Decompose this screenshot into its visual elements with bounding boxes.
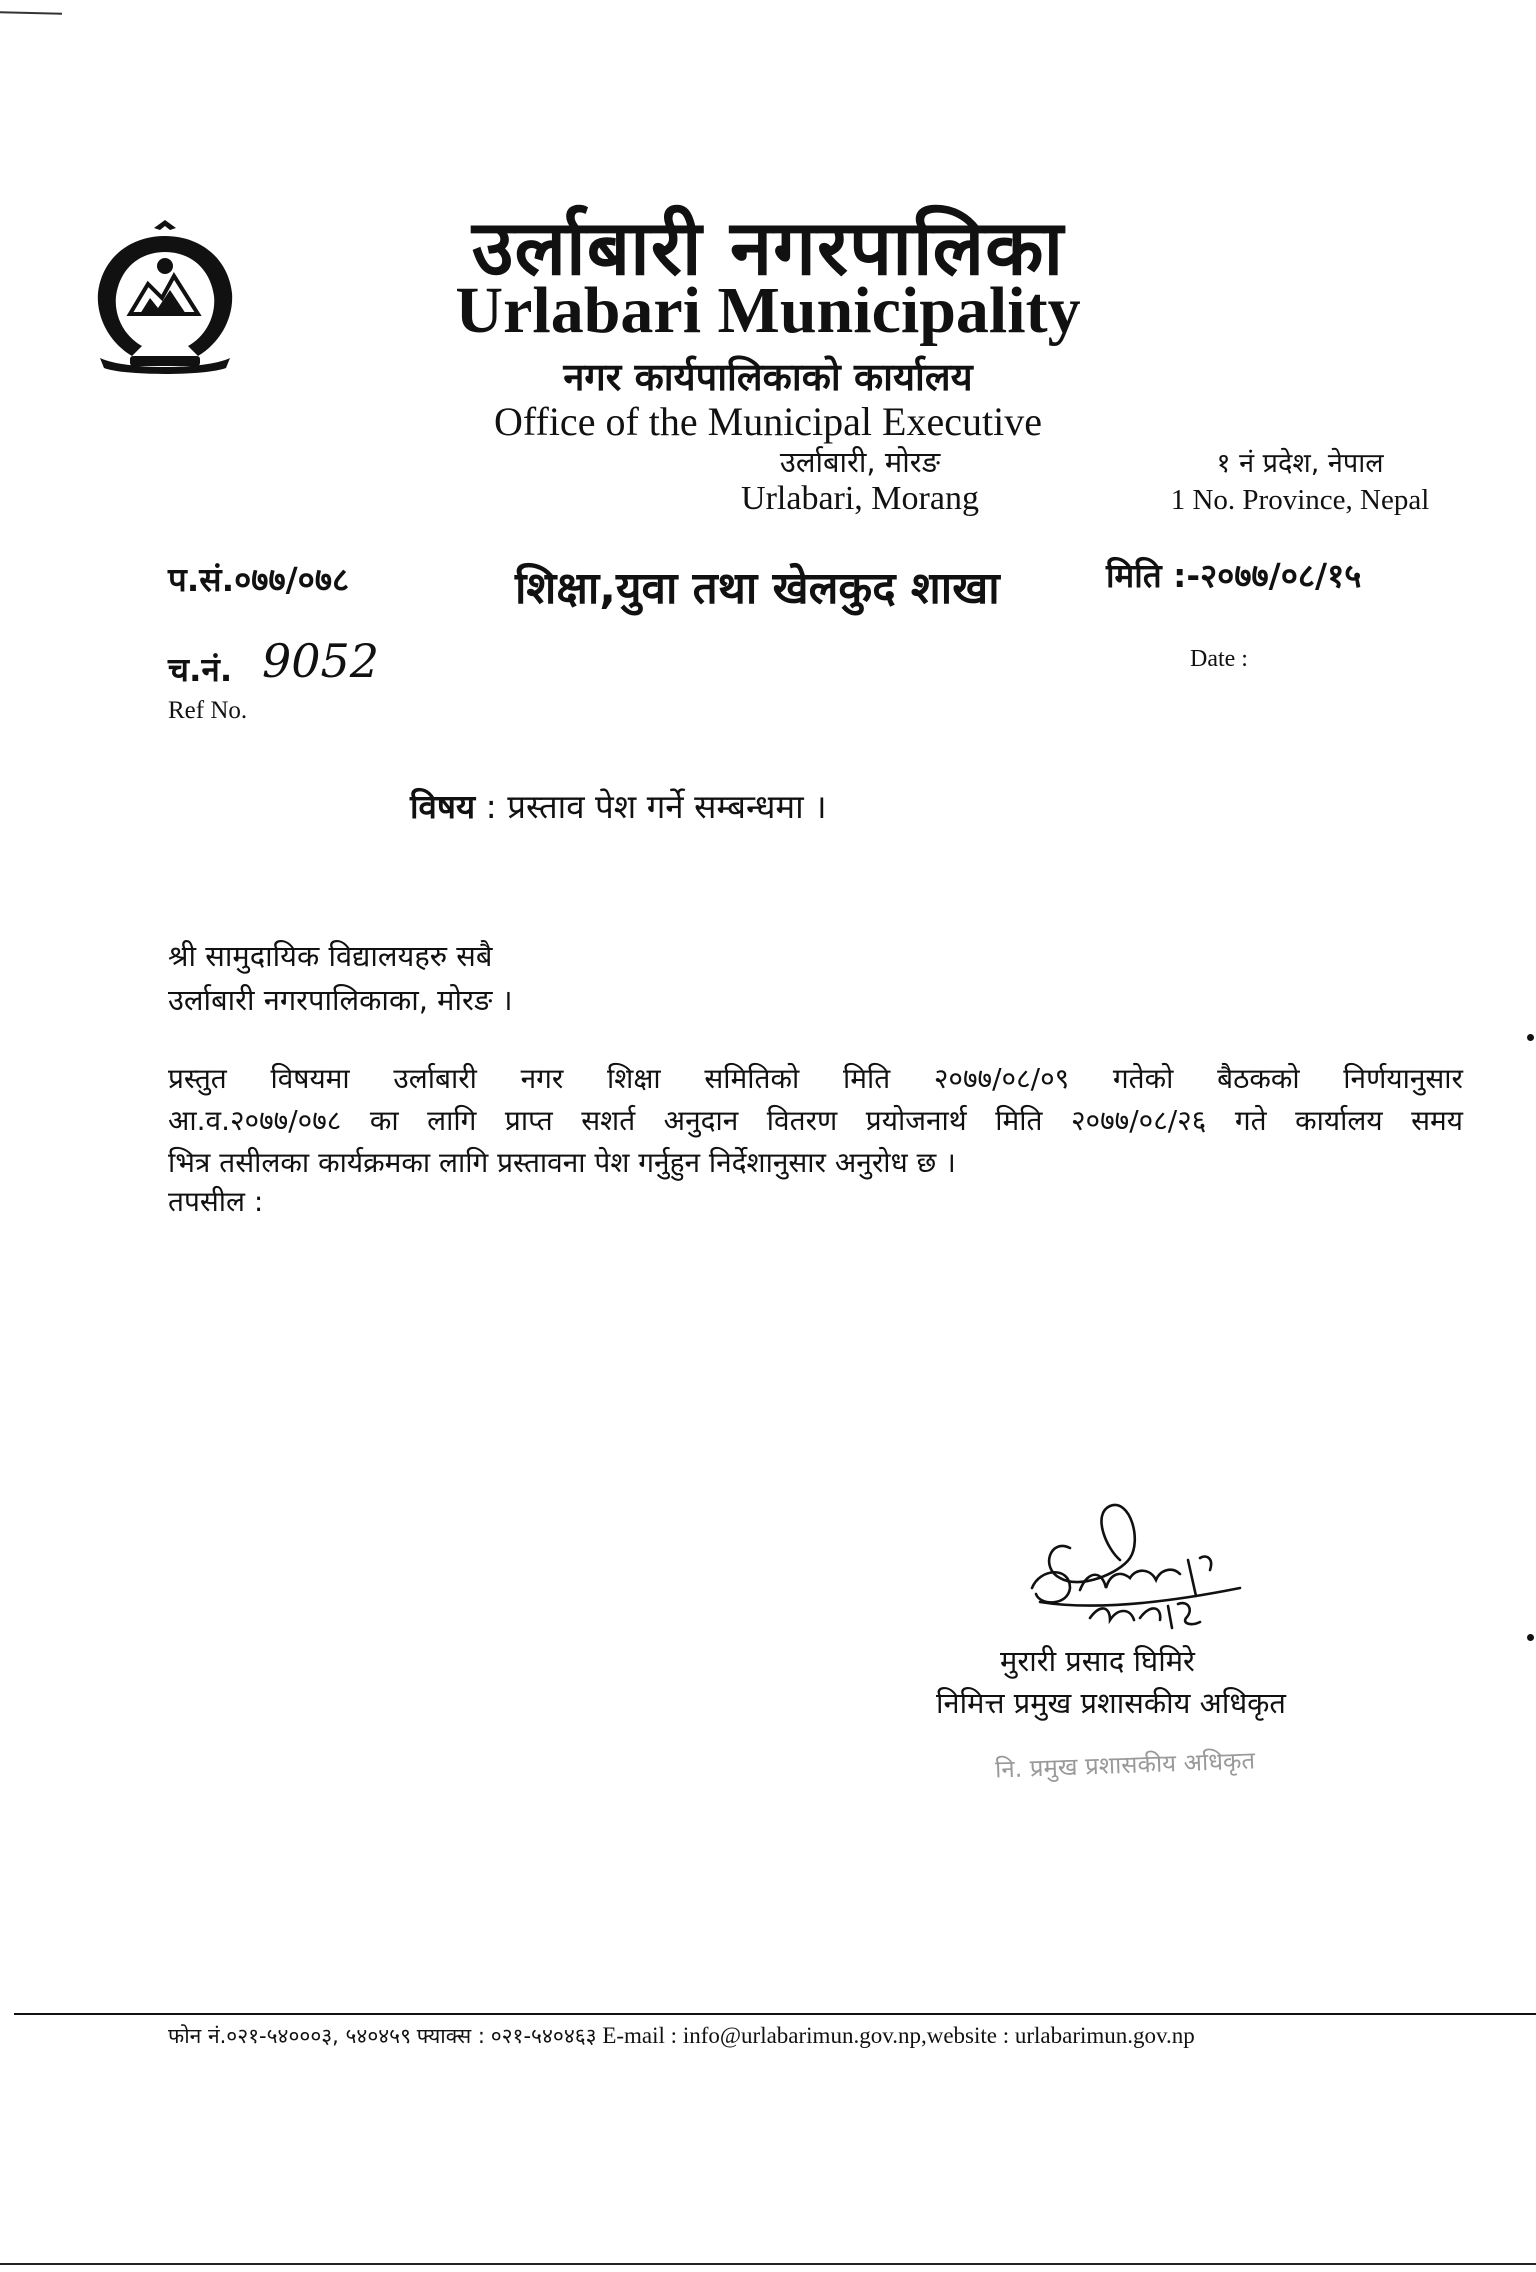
phone-number: ०२१-५४०००३, ५४०४५९ — [226, 2024, 412, 2048]
province-nepali: १ नं प्रदेश, नेपाल — [1216, 448, 1384, 479]
office-name-nepali: नगर कार्यपालिकाको कार्यालय — [563, 355, 973, 399]
branch-name: शिक्षा,युवा तथा खेलकुद शाखा — [515, 563, 1000, 614]
place-english: Urlabari, Morang — [741, 480, 979, 517]
email-address: info@urlabarimun.gov.np — [682, 2023, 921, 2048]
place-nepali: उर्लाबारी, मोरङ — [779, 445, 941, 479]
phone-label: फोन नं. — [168, 2024, 227, 2048]
body-line-3: भित्र तसीलका कार्यक्रमका लागि प्रस्तावना पेश गर्नुहुन निर्देशानुसार अनुरोध छ । — [168, 1146, 956, 1179]
date-label: Date : — [1190, 646, 1248, 672]
details-label: तपसील : — [168, 1185, 264, 1218]
ref-no-label: Ref No. — [168, 697, 248, 724]
dispatch-number-handwritten: 9052 — [262, 634, 380, 688]
website-label: ,website : — [920, 2023, 1010, 2048]
contact-footer — [168, 2022, 1195, 2050]
footer-divider — [14, 2013, 1536, 2015]
body-line-2: आ.व.२०७७/०७८ का लागि प्राप्त सशर्त अनुदान वितरण प्रयोजनार्थ मिति २०७७/०८/२६ गते कार्यालय समय — [168, 1104, 1463, 1137]
letter-body — [168, 1058, 1463, 1184]
addressee-line-2: उर्लाबारी नगरपालिकाका, मोरङ । — [168, 983, 513, 1017]
municipality-title-english: Urlabari Municipality — [455, 274, 1081, 347]
fiscal-year-reference: प.सं.०७७/०७८ — [168, 560, 350, 599]
fax-label: फ्याक्स : — [416, 2024, 485, 2048]
addressee-line-1: श्री सामुदायिक विद्यालयहरु सबै — [168, 939, 493, 973]
fax-number: ०२१-५४०४६३ — [490, 2024, 597, 2048]
page-bottom-edge — [0, 2263, 1536, 2265]
official-stamp: नि. प्रमुख प्रशासकीय अधिकृत — [994, 1746, 1256, 1784]
subject-text: : प्रस्ताव पेश गर्ने सम्बन्धमा । — [485, 787, 827, 826]
dispatch-number-label: च.नं. — [168, 650, 233, 689]
signatory-name: मुरारी प्रसाद घिमिरे — [1000, 1644, 1195, 1678]
scan-dot — [1527, 1034, 1534, 1041]
body-line-1: प्रस्तुत विषयमा उर्लाबारी नगर शिक्षा समितिको मिति २०७७/०८/०९ गतेको बैठकको निर्णयानुसार — [168, 1062, 1463, 1095]
email-label: E-mail : — [602, 2023, 678, 2048]
scan-dot — [1527, 1634, 1534, 1641]
handwritten-signature — [1010, 1478, 1310, 1648]
website-url: urlabarimun.gov.np — [1014, 2023, 1195, 2048]
scan-artifact-line — [0, 11, 62, 15]
signatory-title: निमित्त प्रमुख प्रशासकीय अधिकृत — [936, 1686, 1286, 1720]
subject-line — [410, 783, 827, 828]
municipality-title-nepali: उर्लाबारी नगरपालिका — [471, 203, 1065, 292]
office-name-english: Office of the Municipal Executive — [494, 399, 1042, 444]
subject-label: विषय — [410, 787, 476, 826]
province-english: 1 No. Province, Nepal — [1170, 484, 1430, 516]
letter-date: मिति :-२०७७/०८/१५ — [1106, 556, 1362, 595]
